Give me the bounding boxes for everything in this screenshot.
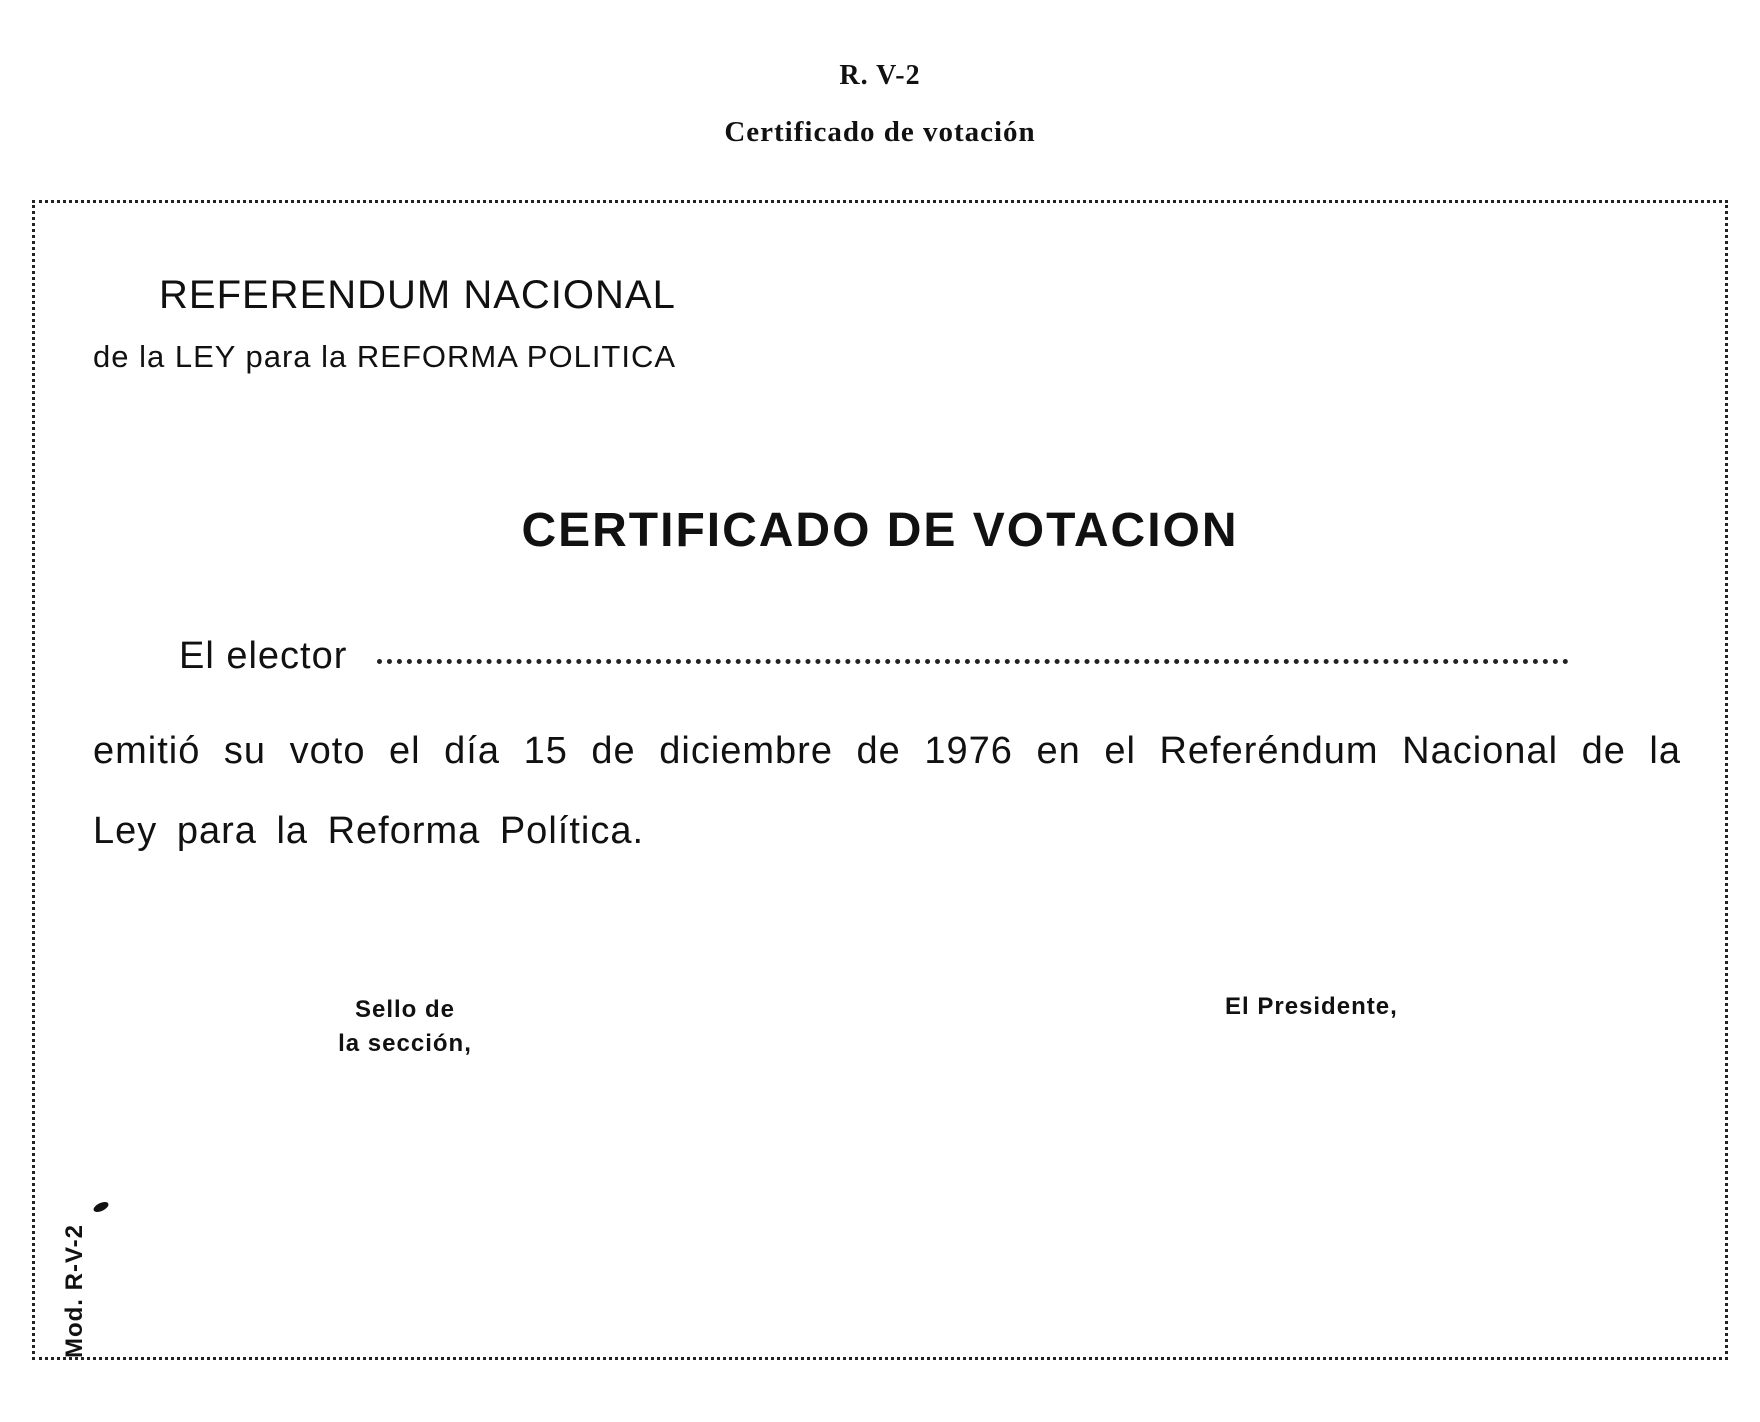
elector-label: El elector (179, 635, 348, 677)
seal-label-line-1: Sello de (354, 996, 456, 1023)
certificate-body-text: emitió su voto el día 15 de diciembre de 1976 en el Referéndum Nacional de la Ley para la Reforma Política. (93, 730, 1681, 852)
elector-line (179, 635, 1569, 685)
certificate-title: CERTIFICADO DE VOTACION (521, 504, 1239, 557)
seal-label-line-2: la sección, (338, 1030, 472, 1057)
ink-mark-icon (92, 1200, 110, 1214)
referendum-title: REFERENDUM NACIONAL (159, 273, 676, 317)
referendum-subtitle: de la LEY para la REFORMA POLITICA (93, 339, 677, 374)
model-code: Mod. R-V-2 (61, 1224, 88, 1358)
form-heading: Certificado de votación (724, 116, 1036, 148)
form-reference-code: R. V-2 (839, 60, 921, 91)
voting-certificate-card (32, 200, 1728, 1360)
president-signature-label: El Presidente, (1225, 993, 1398, 1020)
seal-label (325, 993, 485, 1061)
elector-name-field[interactable] (377, 639, 1569, 664)
